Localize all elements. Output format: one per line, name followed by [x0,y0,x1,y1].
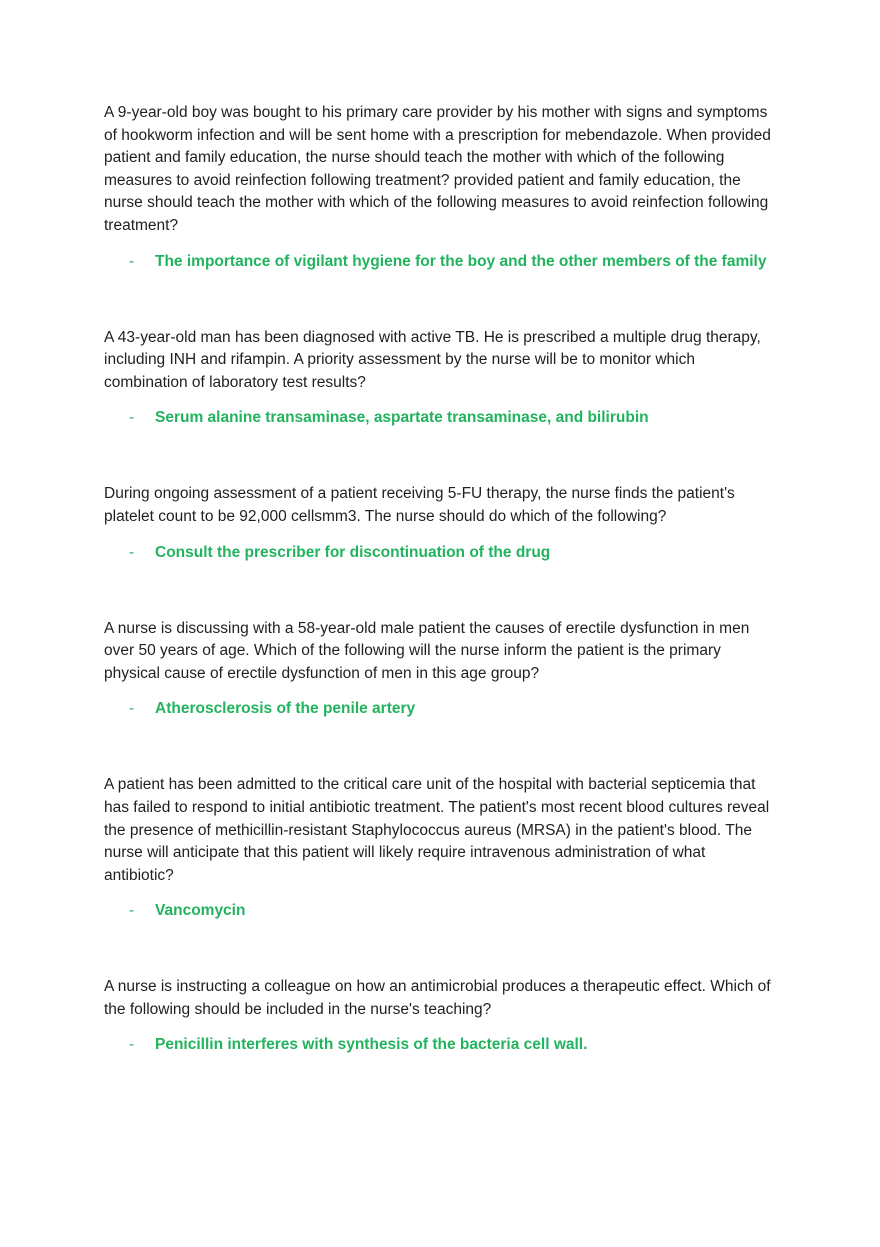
qa-item-3 [104,483,776,563]
answer-row [104,900,776,922]
answer-text: Vancomycin [155,902,246,920]
answer-text: Atherosclerosis of the penile artery [155,700,416,718]
answer-text: Serum alanine transaminase, aspartate transaminase, and bilirubin [155,409,649,427]
qa-item-4 [104,618,776,721]
answer-row [104,1034,776,1056]
answer-text: Consult the prescriber for discontinuation of the drug [155,543,551,561]
qa-list [104,102,776,1110]
bullet-dash: - [129,543,135,561]
answer-text: The importance of vigilant hygiene for the boy and the other members of the family [155,252,767,270]
question-text: A nurse is instructing a colleague on how an antimicrobial produces a therapeutic effect. Which of the following should be included in the nurse's teaching? [104,978,771,1018]
qa-item-1 [104,102,776,273]
bullet-dash: - [129,700,135,718]
bullet-dash: - [129,409,135,427]
question-text: A nurse is discussing with a 58-year-old male patient the causes of erectile dysfunction in men over 50 years of age. Which of the following will the nurse inform the patient is the primary physical cause of erectile dysfunction of men in this age group? [104,619,750,682]
answer-row [104,251,776,273]
qa-item-2 [104,327,776,430]
answer-row [104,542,776,564]
bullet-dash: - [129,902,135,920]
bullet-dash: - [129,1036,135,1054]
question-text: A 9-year-old boy was bought to his primary care provider by his mother with signs and symptoms of hookworm infection and will be sent home with a prescription for mebendazole. When provided patient and family education, the nurse should teach the mother with which of the following measures to avoid reinfection following treatment? provided patient and family education, the nurse should teach the mother with which of the following measures to avoid reinfection following treatment? [104,104,771,234]
qa-item-6 [104,976,776,1056]
question-text: During ongoing assessment of a patient receiving 5-FU therapy, the nurse finds the patient's platelet count to be 92,000 cellsmm3. The nurse should do which of the following? [104,485,735,525]
question-text: A patient has been admitted to the critical care unit of the hospital with bacterial septicemia that has failed to respond to initial antibiotic treatment. The patient's most recent blood cultures reveal the presence of methicillin-resistant Staphylococcus aureus (MRSA) in the patient's blood. The nurse will anticipate that this patient will likely require intravenous administration of what antibiotic? [104,776,770,884]
bullet-dash: - [129,252,135,270]
question-text: A 43-year-old man has been diagnosed with active TB. He is prescribed a multiple drug therapy, including INH and rifampin. A priority assessment by the nurse will be to monitor which combination of laboratory test results? [104,328,761,391]
qa-item-5 [104,774,776,922]
answer-row [104,407,776,429]
answer-text: Penicillin interferes with synthesis of the bacteria cell wall. [155,1036,588,1054]
answer-row [104,698,776,720]
